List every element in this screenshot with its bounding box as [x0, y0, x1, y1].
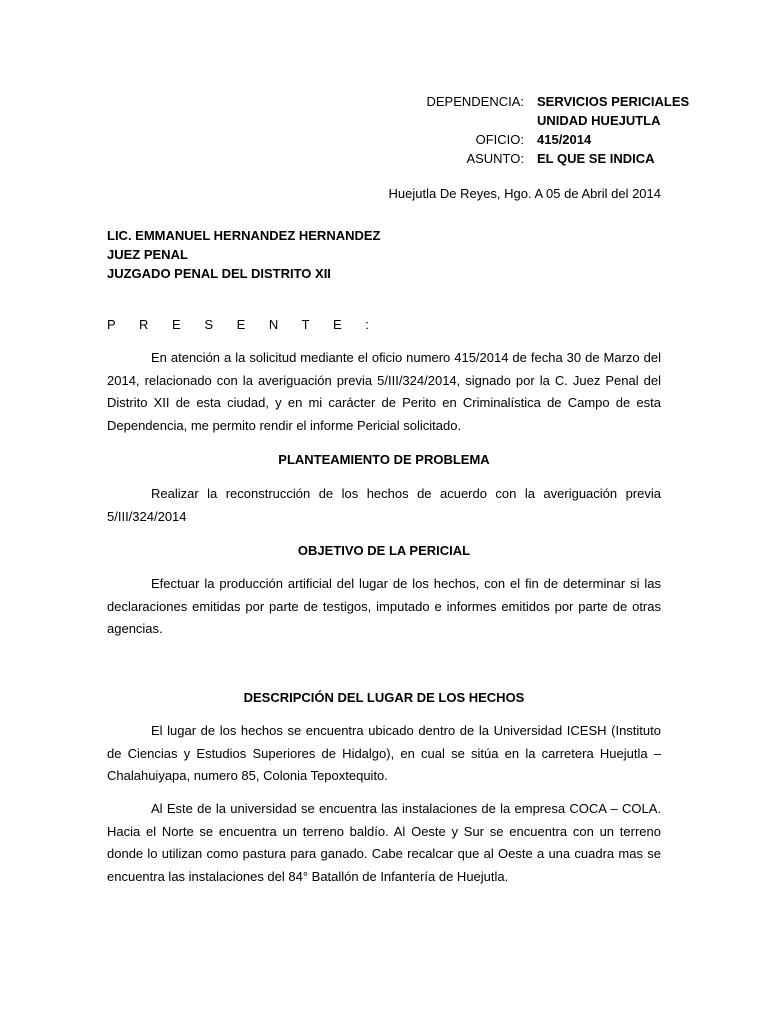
header-value: 415/2014 [537, 132, 592, 147]
intro-paragraph: En atención a la solicitud mediante el oficio numero 415/2014 de fecha 30 de Marzo del 2014, relacionado con la averiguación previa 5/III/324/2014, signado por la C. Juez Penal del Distrito XII de esta ciudad, y en mi carácter de Perito en Criminalística de Campo de esta Dependencia, me permito rendir el informe Pericial solicitado. [107, 350, 661, 433]
addressee-name: LIC. EMMANUEL HERNANDEZ HERNANDEZ [107, 228, 381, 243]
header-label: DEPENDENCIA: [426, 94, 524, 109]
salutation: P R E S E N T E : [107, 317, 379, 332]
planteamiento-paragraph: Realizar la reconstrucción de los hechos de acuerdo con la averiguación previa 5/III/324/2014 [107, 486, 661, 524]
header-value: SERVICIOS PERICIALES [537, 94, 690, 109]
letter-header [380, 92, 710, 168]
addressee-block [107, 226, 380, 283]
descripcion-paragraph-2: Al Este de la universidad se encuentra las instalaciones de la empresa COCA – COLA. Hacia el Norte se encuentra un terreno baldío. Al Oeste y Sur se encuentra con un terreno donde lo utilizan como pastura para ganado. Cabe recalcar que al Oeste a una cuadra mas se encuentra las instalaciones del 84° Batallón de Infantería de Huejutla. [107, 801, 661, 884]
header-value: UNIDAD HUEJUTLA [537, 113, 661, 128]
header-label [380, 111, 537, 130]
header-row-unidad [380, 111, 710, 130]
place-date: Huejutla De Reyes, Hgo. A 05 de Abril del 2014 [388, 186, 661, 201]
header-row-asunto [380, 149, 710, 168]
section-heading-objetivo: OBJETIVO DE LA PERICIAL [297, 543, 471, 558]
section-heading-planteamiento: PLANTEAMIENTO DE PROBLEMA [278, 452, 490, 467]
header-label: ASUNTO: [466, 151, 524, 166]
addressee-court: JUZGADO PENAL DEL DISTRITO XII [107, 266, 331, 281]
section-heading-descripcion: DESCRIPCIÓN DEL LUGAR DE LOS HECHOS [243, 690, 525, 705]
header-row-dependencia [380, 92, 710, 111]
objetivo-paragraph: Efectuar la producción artificial del lugar de los hechos, con el fin de determinar si las declaraciones emitidas por parte de testigos, imputado e informes emitidos por parte de otras agencias. [107, 576, 661, 636]
descripcion-paragraph-1: El lugar de los hechos se encuentra ubicado dentro de la Universidad ICESH (Instituto de Ciencias y Estudios Superiores de Hidalgo), en cual se sitúa en la carretera Huejutla – Chalahuiyapa, numero 85, Colonia Tepoxtequito. [107, 723, 661, 783]
header-label: OFICIO: [475, 132, 524, 147]
addressee-title: JUEZ PENAL [107, 247, 188, 262]
header-value: EL QUE SE INDICA [537, 151, 655, 166]
header-row-oficio [380, 130, 710, 149]
